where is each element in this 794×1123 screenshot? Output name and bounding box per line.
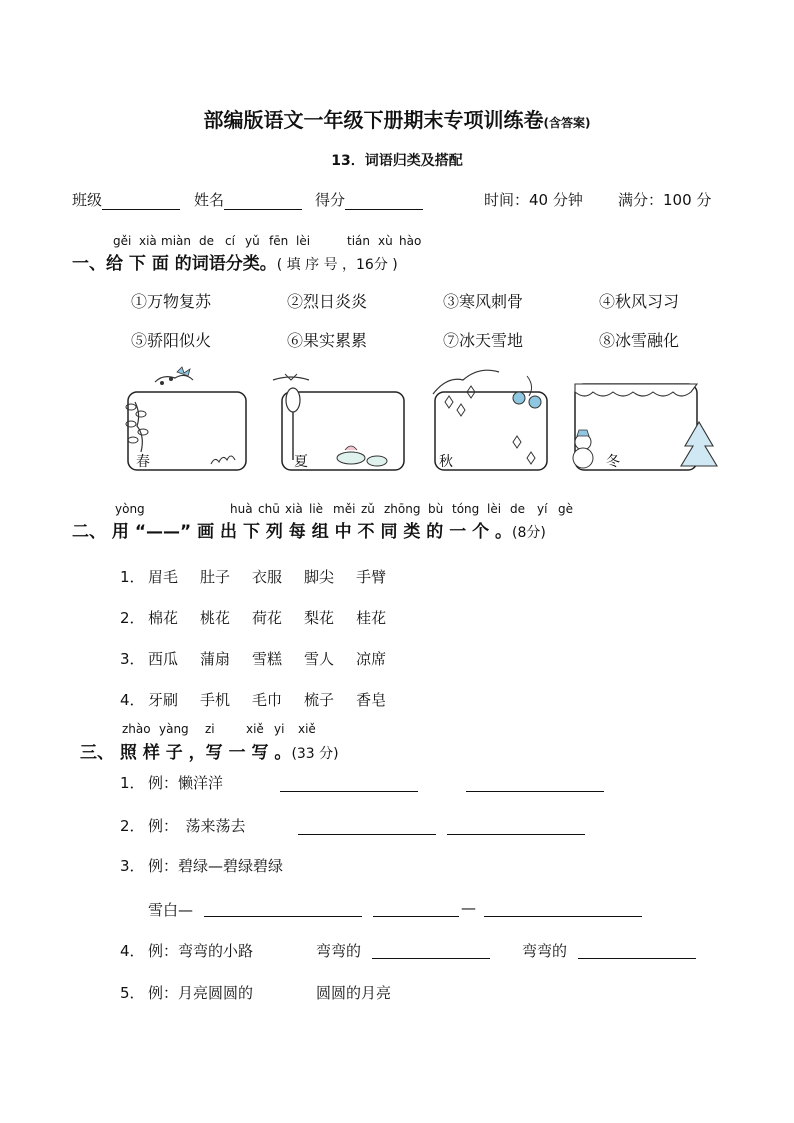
example-row-2 [120, 815, 246, 836]
pinyin-s1-1: gěi [113, 234, 132, 248]
example-text: 例： 荡来荡去 [148, 817, 246, 835]
season-boxes-illustration [115, 362, 725, 480]
pinyin-s2-1: yòng [115, 502, 145, 516]
pinyin-s3-3: zi [205, 722, 215, 736]
answer-blank[interactable] [578, 958, 696, 959]
full-score-info: 满分：100 分 [618, 191, 712, 209]
group-word[interactable]: 雪人 [304, 650, 335, 668]
group-word[interactable]: 牙刷 [148, 691, 179, 709]
group-word[interactable]: 桂花 [356, 609, 387, 627]
item-number: 1． [120, 774, 145, 792]
group-row-1 [120, 566, 408, 587]
dash-separator: — [461, 899, 476, 917]
pinyin-s1-4: de [199, 234, 214, 248]
season-winter: 冬 [606, 454, 620, 470]
group-word[interactable]: 梨花 [304, 609, 335, 627]
pinyin-s3-2: yàng [159, 722, 189, 736]
term-2: ②烈日炎炎 [287, 292, 368, 311]
example-row-5 [120, 982, 253, 1003]
term-7: ⑦冰天雪地 [443, 331, 524, 350]
pinyin-s3-4: xiě [246, 722, 264, 736]
name-blank[interactable] [224, 193, 302, 210]
answer-blank[interactable] [280, 791, 418, 792]
answer-blank[interactable] [372, 958, 490, 959]
pinyin-s2-4: xià [285, 502, 303, 516]
page-subtitle: 13．词语归类及搭配 [331, 153, 463, 169]
item-number: 4． [120, 942, 145, 960]
pinyin-s3-1: zhào [122, 722, 151, 736]
group-word[interactable]: 肚子 [200, 568, 231, 586]
section3-heading-text: 三、 照 样 子 ，写 一 写 。 [80, 743, 292, 763]
term-6: ⑥果实累累 [287, 331, 368, 350]
title-suffix: (含答案) [543, 116, 591, 130]
section1-heading-text: 一、给 下 面 的词语分类。 [72, 254, 277, 274]
group-word[interactable]: 香皂 [356, 691, 387, 709]
pinyin-s1-11: hào [399, 234, 422, 248]
section2-heading [72, 517, 546, 542]
pinyin-s2-14: gè [558, 502, 573, 516]
answer-blank[interactable] [298, 834, 436, 835]
item-number: 2． [120, 817, 145, 835]
pinyin-s2-10: tóng [452, 502, 480, 516]
term-4: ④秋风习习 [599, 292, 680, 311]
score-field-group [315, 189, 423, 210]
pinyin-s2-11: lèi [487, 502, 502, 516]
example-row-3b [148, 899, 193, 920]
pinyin-s2-3: chū [258, 502, 280, 516]
group-number: 2． [120, 609, 145, 627]
example-row-4 [120, 940, 253, 961]
group-word[interactable]: 梳子 [304, 691, 335, 709]
section2-heading-text: 二、 用 “——” 画 出 下 列 每 组 中 不 同 类 的 一 个 。 [72, 522, 513, 542]
answer-blank[interactable] [373, 916, 459, 917]
answer-blank[interactable] [484, 916, 642, 917]
term-1: ①万物复苏 [131, 292, 212, 311]
example-text: 雪白— [148, 901, 194, 919]
pinyin-s1-5: cí [225, 234, 235, 248]
time-info: 时间：40 分钟 [484, 191, 583, 209]
example-row-5-answer: 圆圆的月亮 [316, 984, 392, 1002]
pinyin-s2-7: zǔ [361, 502, 375, 516]
pinyin-s1-9: tián [347, 234, 370, 248]
group-word[interactable]: 手机 [200, 691, 231, 709]
group-number: 4． [120, 691, 145, 709]
pinyin-s2-12: de [510, 502, 525, 516]
term-3: ③寒风刺骨 [443, 292, 524, 311]
pinyin-s1-10: xù [378, 234, 393, 248]
answer-blank[interactable] [204, 916, 362, 917]
pinyin-s2-13: yí [537, 502, 548, 516]
section1-heading [72, 249, 398, 274]
score-label: 得分 [315, 191, 346, 209]
group-word[interactable]: 棉花 [148, 609, 179, 627]
group-number: 3． [120, 650, 145, 668]
example-row-4-prompt-2: 弯弯的 [522, 942, 568, 960]
season-summer: 夏 [294, 454, 308, 470]
title-text: 部编版语文一年级下册期末专项训练卷 [203, 108, 544, 132]
class-blank[interactable] [102, 193, 180, 210]
group-row-3 [120, 648, 408, 669]
class-field-group [72, 189, 180, 210]
summer-box [273, 374, 404, 470]
group-word[interactable]: 毛巾 [252, 691, 283, 709]
group-word[interactable]: 眉毛 [148, 568, 179, 586]
group-word[interactable]: 蒲扇 [200, 650, 231, 668]
example-row-1 [120, 772, 223, 793]
group-row-4 [120, 689, 408, 710]
example-text: 例：月亮圆圆的 [148, 984, 254, 1002]
section2-score: (8分) [512, 525, 546, 541]
page-title [0, 104, 794, 133]
example-text: 例：碧绿—碧绿碧绿 [148, 857, 284, 875]
group-word[interactable]: 雪糕 [252, 650, 283, 668]
group-word[interactable]: 西瓜 [148, 650, 179, 668]
group-word[interactable]: 荷花 [252, 609, 283, 627]
answer-blank[interactable] [466, 791, 604, 792]
group-word[interactable]: 手臂 [356, 568, 387, 586]
season-autumn: 秋 [439, 454, 453, 470]
term-8: ⑧冰雪融化 [599, 331, 680, 350]
group-number: 1． [120, 568, 145, 586]
example-row-3 [120, 855, 283, 876]
term-5: ⑤骄阳似火 [131, 331, 212, 350]
pinyin-s2-5: liè [309, 502, 324, 516]
class-label: 班级 [72, 191, 103, 209]
pinyin-s3-5: yi [274, 722, 285, 736]
pinyin-s3-6: xiě [298, 722, 316, 736]
group-word[interactable]: 桃花 [200, 609, 231, 627]
example-row-4-prompt-1: 弯弯的 [316, 942, 362, 960]
pinyin-s1-3: miàn [161, 234, 191, 248]
group-word[interactable]: 凉席 [356, 650, 387, 668]
season-spring: 春 [136, 454, 150, 470]
name-field-group [194, 189, 302, 210]
pinyin-s2-8: zhōng [384, 502, 421, 516]
pinyin-s1-7: fēn [269, 234, 289, 248]
name-label: 姓名 [194, 191, 225, 209]
group-word[interactable]: 衣服 [252, 568, 283, 586]
pinyin-s2-6: měi [333, 502, 356, 516]
example-text: 例：弯弯的小路 [148, 942, 254, 960]
section3-heading [80, 738, 339, 763]
group-row-2 [120, 607, 408, 628]
pinyin-s2-9: bù [428, 502, 444, 516]
item-number: 3． [120, 857, 145, 875]
pinyin-s2-2: huà [230, 502, 253, 516]
pinyin-s1-6: yǔ [245, 234, 260, 248]
pinyin-s1-2: xià [139, 234, 157, 248]
item-number: 5． [120, 984, 145, 1002]
pinyin-s1-8: lèi [296, 234, 311, 248]
group-word[interactable]: 脚尖 [304, 568, 335, 586]
score-blank[interactable] [345, 193, 423, 210]
winter-box [573, 384, 717, 470]
answer-blank[interactable] [447, 834, 585, 835]
section3-score: (33 分) [291, 746, 339, 762]
section1-score: ( 填 序 号 ，16分 ) [276, 257, 398, 273]
example-text: 例：懒洋洋 [148, 774, 224, 792]
